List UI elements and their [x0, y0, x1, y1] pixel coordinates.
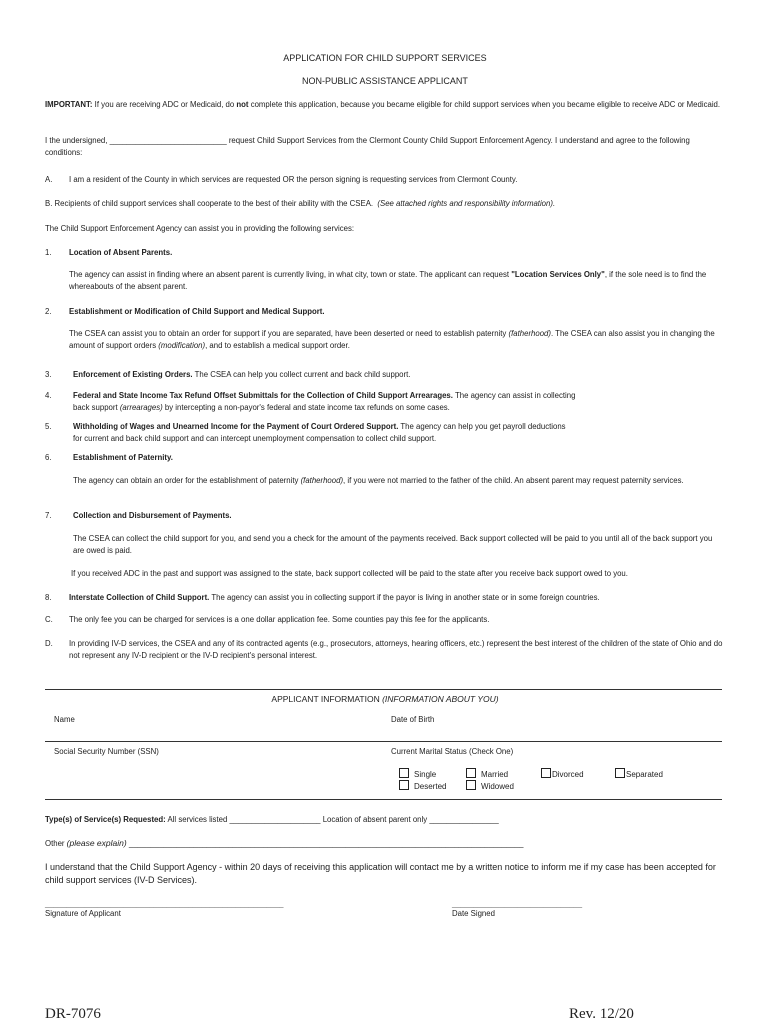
- date-signed-line[interactable]: ______________________________: [452, 899, 583, 908]
- applicant-mid-rule: [45, 741, 722, 742]
- name-label: Name: [54, 715, 75, 724]
- service-4-num: 4.: [45, 391, 52, 400]
- cond-a-letter: A.: [45, 175, 53, 184]
- marital-option-married[interactable]: Married: [466, 768, 508, 779]
- signature-line[interactable]: _______________________________________________________: [45, 899, 284, 908]
- service-1-text: The agency can assist in finding where an absent parent is currently living, in what city, town or state. The applicant can request "Location Services Only", if the sole need is to find the whereabouts of the absent parent.: [69, 270, 707, 291]
- services-intro: The Child Support Enforcement Agency can assist you in providing the following services:: [45, 224, 355, 233]
- service-6-title: Establishment of Paternity.: [73, 453, 173, 462]
- marital-option-divorced[interactable]: Divorced: [541, 768, 584, 779]
- service-2-title: Establishment or Modification of Child Support and Medical Support.: [69, 307, 325, 316]
- service-5-num: 5.: [45, 422, 52, 431]
- service-4-text: Federal and State Income Tax Refund Offset Submittals for the Collection of Child Support Arrearages. The agency can assist in collecting back support (arrearages) by intercepting a non-payor's federal and state income tax refunds on some cases.: [73, 391, 576, 412]
- page-subtitle: NON-PUBLIC ASSISTANCE APPLICANT: [302, 76, 468, 86]
- service-5-text: Withholding of Wages and Unearned Income for the Payment of Court Ordered Support. The agency can help you get payroll deductions for current and back child support and can intercept unemployment compensation to collect child support.: [73, 422, 566, 443]
- other-field[interactable]: ___________________________________________________________________________________________: [128, 839, 524, 848]
- other-line: Other (please explain) ___________________________________________________________________________________________: [45, 838, 524, 848]
- service-7-text2: If you received ADC in the past and support was assigned to the state, back support collected will be paid to the state after you receive back support owed to you.: [71, 569, 628, 578]
- date-signed-label: Date Signed: [452, 909, 495, 918]
- applicant-bottom-rule: [45, 799, 722, 800]
- service-3-text: Enforcement of Existing Orders. The CSEA can help you collect current and back child support.: [73, 370, 411, 379]
- service-type-label: Type(s) of Service(s) Requested:: [45, 815, 166, 824]
- cond-c-text: The only fee you can be charged for services is a one dollar application fee. Some counties pay this fee for the applicants.: [69, 615, 490, 624]
- service-2-text: The CSEA can assist you to obtain an order for support if you are separated, have been deserted or need to establish paternity (fatherhood). The CSEA can also assist you in changing the amount of support orders (modification), and to establish a medical support order.: [69, 329, 715, 350]
- applicant-heading: APPLICANT INFORMATION (INFORMATION ABOUT YOU): [271, 694, 499, 704]
- service-type-line: [45, 815, 499, 824]
- undersigned-statement: I the undersigned, ___________________________ request Child Support Services from the Clermont County Child Support Enforcement Agency. I understand and agree to the following conditions:: [45, 136, 690, 157]
- dob-label: Date of Birth: [391, 715, 435, 724]
- important-label: IMPORTANT:: [45, 100, 93, 109]
- cond-b: B. Recipients of child support services shall cooperate to the best of their ability with the CSEA. (See attached rights and responsibility information).: [45, 199, 556, 208]
- service-8-num: 8.: [45, 593, 52, 602]
- applicant-top-rule: [45, 689, 722, 690]
- marital-option-deserted[interactable]: Deserted: [399, 780, 446, 791]
- marital-label: Current Marital Status (Check One): [391, 747, 514, 756]
- service-1-title: Location of Absent Parents.: [69, 248, 173, 257]
- form-number: DR-7076: [45, 1006, 101, 1022]
- service-8-text: Interstate Collection of Child Support. The agency can assist you in collecting support if the payor is living in another state or in some foreign countries.: [69, 593, 600, 602]
- service-6-num: 6.: [45, 453, 52, 462]
- marital-option-separated[interactable]: Separated: [615, 768, 663, 779]
- cond-d-text: In providing IV-D services, the CSEA and any of its contracted agents (e.g., prosecutors, attorneys, hearing officers, etc.) represent the best interest of the children of the state of Ohio and do not represent any IV-D recipient or the IV-D recipient's personal interest.: [69, 639, 723, 660]
- marital-option-single[interactable]: Single: [399, 768, 436, 779]
- page-title: APPLICATION FOR CHILD SUPPORT SERVICES: [283, 53, 487, 63]
- cond-c-letter: C.: [45, 615, 53, 624]
- important-notice: IMPORTANT: If you are receiving ADC or Medicaid, do not complete this application, because you became eligible for child support services when you became eligible to receive ADC or Medicaid.: [45, 100, 721, 109]
- service-7-num: 7.: [45, 511, 52, 520]
- ssn-label: Social Security Number (SSN): [54, 747, 159, 756]
- cond-a-text: I am a resident of the County in which services are requested OR the person signing is requesting services from Clermont County.: [69, 175, 518, 184]
- cond-d-letter: D.: [45, 639, 53, 648]
- service-1-num: 1.: [45, 248, 52, 257]
- signature-label: Signature of Applicant: [45, 909, 121, 918]
- service-7-text1: The CSEA can collect the child support for you, and send you a check for the amount of the payments received. Back support collected will be paid to you until all of the back support you are owed is paid.: [73, 534, 713, 555]
- acceptance-notice: I understand that the Child Support Agency - within 20 days of receiving this application will contact me by a written notice to inform me if my case has been accepted for child support services (IV-D Services).: [45, 862, 716, 885]
- marital-option-widowed[interactable]: Widowed: [466, 780, 514, 791]
- service-2-num: 2.: [45, 307, 52, 316]
- service-6-text: The agency can obtain an order for the establishment of paternity (fatherhood), if you were not married to the father of the child. An absent parent may request paternity services.: [73, 476, 684, 485]
- service-7-title: Collection and Disbursement of Payments.: [73, 511, 232, 520]
- revision-date: Rev. 12/20: [569, 1006, 634, 1022]
- service-3-num: 3.: [45, 370, 52, 379]
- service-type-field[interactable]: All services listed _____________________ Location of absent parent only ________________: [167, 815, 499, 824]
